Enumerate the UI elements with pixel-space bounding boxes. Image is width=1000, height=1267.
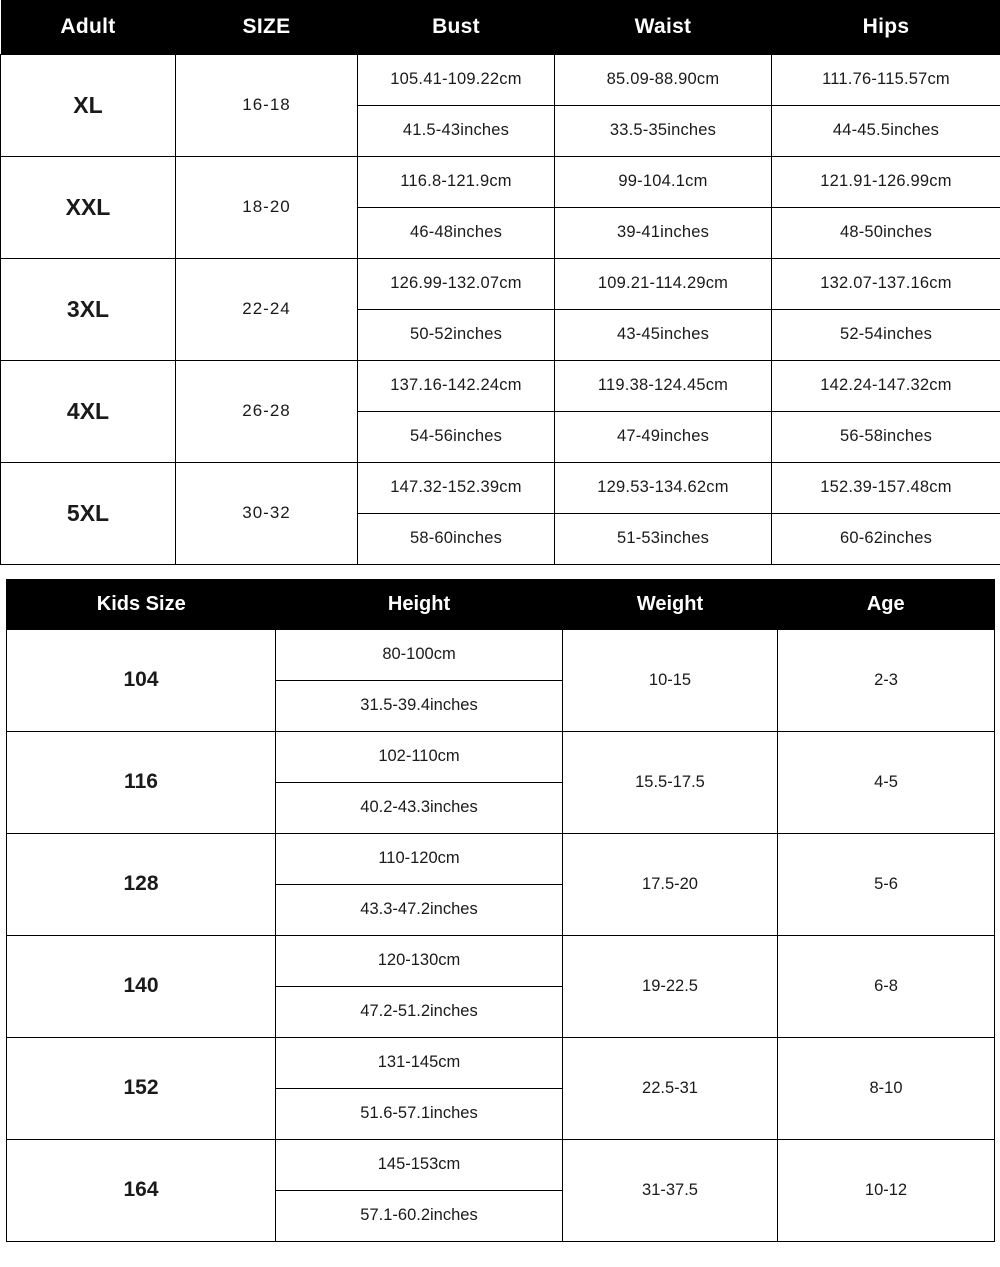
adult-bust-in: 41.5-43inches [358, 105, 555, 156]
adult-waist-in: 47-49inches [555, 411, 772, 462]
kids-weight: 15.5-17.5 [563, 731, 778, 833]
adult-size-numeric: 18-20 [176, 156, 358, 258]
adult-header-hips: Hips [772, 0, 1000, 54]
kids-age: 2-3 [778, 629, 995, 731]
table-row [1, 156, 1000, 207]
kids-table-wrapper [0, 579, 1000, 1242]
adult-bust-in: 46-48inches [358, 207, 555, 258]
adult-bust-in: 50-52inches [358, 309, 555, 360]
adult-hips-in: 52-54inches [772, 309, 1000, 360]
adult-table-body [1, 54, 1000, 564]
kids-table-body [7, 629, 995, 1241]
adult-bust-cm: 105.41-109.22cm [358, 54, 555, 105]
adult-waist-cm: 129.53-134.62cm [555, 462, 772, 513]
kids-table-head [7, 579, 995, 629]
adult-hips-cm: 121.91-126.99cm [772, 156, 1000, 207]
kids-height-cm: 102-110cm [276, 731, 563, 782]
kids-height-in: 57.1-60.2inches [276, 1190, 563, 1241]
table-row [7, 731, 995, 782]
adult-size-label: 5XL [1, 462, 176, 564]
table-row [7, 1037, 995, 1088]
table-row [7, 935, 995, 986]
kids-size-label: 152 [7, 1037, 276, 1139]
kids-height-in: 43.3-47.2inches [276, 884, 563, 935]
kids-height-cm: 131-145cm [276, 1037, 563, 1088]
adult-size-numeric: 16-18 [176, 54, 358, 156]
adult-waist-in: 43-45inches [555, 309, 772, 360]
adult-hips-in: 48-50inches [772, 207, 1000, 258]
adult-size-label: XXL [1, 156, 176, 258]
adult-waist-in: 39-41inches [555, 207, 772, 258]
kids-size-label: 140 [7, 935, 276, 1037]
kids-height-in: 47.2-51.2inches [276, 986, 563, 1037]
table-row [7, 833, 995, 884]
kids-weight: 19-22.5 [563, 935, 778, 1037]
adult-bust-cm: 147.32-152.39cm [358, 462, 555, 513]
adult-hips-in: 56-58inches [772, 411, 1000, 462]
adult-waist-cm: 99-104.1cm [555, 156, 772, 207]
adult-bust-cm: 116.8-121.9cm [358, 156, 555, 207]
table-row [1, 462, 1000, 513]
adult-table-head [1, 0, 1000, 54]
kids-height-cm: 145-153cm [276, 1139, 563, 1190]
adult-waist-in: 51-53inches [555, 513, 772, 564]
adult-header-bust: Bust [358, 0, 555, 54]
kids-height-cm: 120-130cm [276, 935, 563, 986]
adult-bust-in: 58-60inches [358, 513, 555, 564]
adult-size-table [0, 0, 1000, 565]
adult-hips-cm: 132.07-137.16cm [772, 258, 1000, 309]
adult-header-row [1, 0, 1000, 54]
adult-hips-in: 60-62inches [772, 513, 1000, 564]
adult-waist-cm: 119.38-124.45cm [555, 360, 772, 411]
adult-size-numeric: 22-24 [176, 258, 358, 360]
adult-size-label: 4XL [1, 360, 176, 462]
adult-header-waist: Waist [555, 0, 772, 54]
adult-header-adult: Adult [1, 0, 176, 54]
kids-size-table [6, 579, 995, 1242]
adult-bust-cm: 126.99-132.07cm [358, 258, 555, 309]
kids-weight: 17.5-20 [563, 833, 778, 935]
adult-header-size: SIZE [176, 0, 358, 54]
adult-size-numeric: 26-28 [176, 360, 358, 462]
adult-hips-cm: 111.76-115.57cm [772, 54, 1000, 105]
table-row [7, 629, 995, 680]
adult-bust-cm: 137.16-142.24cm [358, 360, 555, 411]
kids-height-cm: 110-120cm [276, 833, 563, 884]
adult-waist-in: 33.5-35inches [555, 105, 772, 156]
table-spacer [0, 565, 1000, 579]
kids-height-cm: 80-100cm [276, 629, 563, 680]
table-row [1, 360, 1000, 411]
kids-header-size: Kids Size [7, 579, 276, 629]
adult-hips-in: 44-45.5inches [772, 105, 1000, 156]
adult-bust-in: 54-56inches [358, 411, 555, 462]
adult-hips-cm: 152.39-157.48cm [772, 462, 1000, 513]
kids-header-weight: Weight [563, 579, 778, 629]
kids-size-label: 128 [7, 833, 276, 935]
kids-height-in: 40.2-43.3inches [276, 782, 563, 833]
table-row [1, 54, 1000, 105]
table-row [7, 1139, 995, 1190]
adult-waist-cm: 109.21-114.29cm [555, 258, 772, 309]
kids-age: 4-5 [778, 731, 995, 833]
table-row [1, 258, 1000, 309]
kids-weight: 31-37.5 [563, 1139, 778, 1241]
kids-age: 5-6 [778, 833, 995, 935]
kids-header-row [7, 579, 995, 629]
kids-size-label: 164 [7, 1139, 276, 1241]
adult-size-numeric: 30-32 [176, 462, 358, 564]
kids-size-label: 104 [7, 629, 276, 731]
kids-size-label: 116 [7, 731, 276, 833]
kids-height-in: 51.6-57.1inches [276, 1088, 563, 1139]
kids-age: 10-12 [778, 1139, 995, 1241]
kids-weight: 22.5-31 [563, 1037, 778, 1139]
kids-header-age: Age [778, 579, 995, 629]
adult-hips-cm: 142.24-147.32cm [772, 360, 1000, 411]
kids-height-in: 31.5-39.4inches [276, 680, 563, 731]
adult-size-label: XL [1, 54, 176, 156]
adult-size-label: 3XL [1, 258, 176, 360]
kids-age: 6-8 [778, 935, 995, 1037]
kids-header-height: Height [276, 579, 563, 629]
kids-weight: 10-15 [563, 629, 778, 731]
adult-waist-cm: 85.09-88.90cm [555, 54, 772, 105]
kids-age: 8-10 [778, 1037, 995, 1139]
